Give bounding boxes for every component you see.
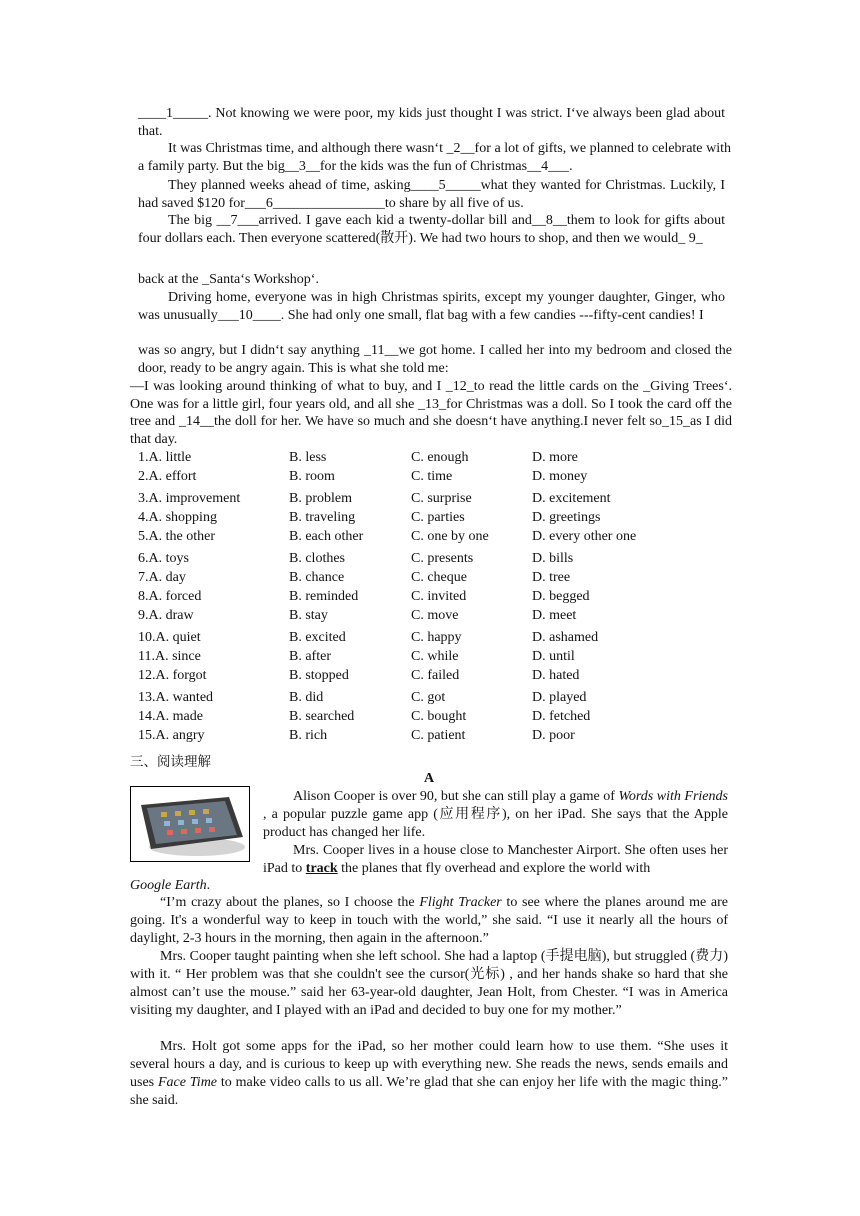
option-a: 2.A. effort (138, 468, 197, 484)
option-row (138, 708, 738, 727)
option-d: D. ashamed (532, 629, 599, 645)
app-name: Flight Tracker (419, 895, 502, 910)
option-b: B. after (289, 648, 331, 664)
option-b: B. clothes (289, 551, 345, 567)
option-a: 5.A. the other (138, 528, 215, 544)
option-row (138, 550, 738, 569)
option-b: B. chance (289, 569, 345, 585)
option-c: C. cheque (411, 569, 467, 585)
passage-paragraph-2: Mrs. Cooper lives in a house close to Manchester Airport. She often uses her iPad to track the planes that fly overhead and explore the world with (263, 843, 728, 876)
option-row (138, 588, 738, 607)
option-c: C. one by one (411, 528, 489, 544)
option-c: C. invited (411, 588, 467, 604)
section-heading: 三、阅读理解 (130, 754, 211, 770)
option-d: D. excitement (532, 491, 611, 507)
cloze-paragraph-4: The big __7___arrived. I gave each kid a twenty-dollar bill and__8__them to look for gifts about four dollars each. Then everyone scattered(散开). We had two hours to shop, and then we would_ 9_ (138, 213, 725, 246)
option-b: B. room (289, 468, 335, 484)
cloze-paragraph-1: ____1_____. Not knowing we were poor, my kids just thought I was strict. I‘ve always been glad about that. (138, 106, 725, 139)
option-c: C. time (411, 468, 453, 484)
option-row (138, 509, 738, 528)
option-row (138, 689, 738, 708)
cloze-paragraph-6: ―I was looking around thinking of what to buy, and I _12_to read the little cards on the _Giving Trees‘. One was for a little girl, four years old, and all she _13_for Christmas was a doll. So I took the card off the tree and _14__the doll for her. We have so much and she doesn‘t have anything.I never felt so_15_as I did that day. (130, 379, 732, 447)
option-row (138, 667, 738, 686)
passage-paragraph-1: Alison Cooper is over 90, but she can still play a game of Words with Friends , a popular puzzle game app (应用程序), on her iPad. She says that the Apple product has changed her life. (263, 789, 728, 840)
option-row (138, 449, 738, 468)
option-d: D. greetings (532, 509, 601, 525)
option-b: B. reminded (289, 588, 359, 604)
option-d: D. meet (532, 607, 577, 623)
option-d: D. fetched (532, 708, 591, 724)
cloze-paragraph-5-end: was so angry, but I didn‘t say anything _11__we got home. I called her into my bedroom and closed the door, ready to be angry again. This is what she told me: (138, 343, 732, 376)
option-row (138, 629, 738, 648)
option-c: C. bought (411, 708, 467, 724)
option-row (138, 490, 738, 509)
cloze-paragraph-5: Driving home, everyone was in high Christmas spirits, except my younger daughter, Ginger, who was unusually___10____. She had only one small, flat bag with a few candies ---fifty-cent candies! I (138, 290, 725, 323)
option-d: D. played (532, 689, 587, 705)
option-row (138, 468, 738, 487)
option-c: C. parties (411, 509, 465, 525)
passage-paragraph-5: Mrs. Holt got some apps for the iPad, so her mother could learn how to use them. “She uses it several hours a day, and is curious to keep up with everything new. She reads the news, sends emails and uses Face Time to make video calls to us all. We’re glad that she can enjoy her life with the magic thing.” she said. (130, 1039, 728, 1108)
option-a: 7.A. day (138, 569, 186, 585)
passage-label: A (424, 771, 435, 786)
option-c: C. enough (411, 450, 469, 465)
option-row (138, 528, 738, 547)
cloze-paragraph-4-end: back at the _Santa‘s Workshop‘. (138, 272, 319, 287)
option-d: D. every other one (532, 528, 637, 544)
options-list (138, 449, 738, 745)
option-b: B. stay (289, 607, 328, 623)
option-d: D. until (532, 648, 575, 664)
option-d: D. money (532, 468, 588, 484)
option-a: 10.A. quiet (138, 629, 201, 645)
option-c: C. happy (411, 629, 462, 645)
passage-paragraph-4: Mrs. Cooper taught painting when she left school. She had a laptop (手提电脑), but struggled (费力) with it. “ Her problem was that she couldn't see the cursor(光标) , and her hands shake so hard that she almost can’t use the mouse.” said her 63-year-old daughter, Jean Holt, from Chester. “I was in America visiting my daughter, and I played with an iPad and decided to buy one for my mother.” (130, 949, 728, 1018)
option-c: C. move (411, 607, 459, 623)
option-b: B. problem (289, 491, 352, 507)
option-c: C. patient (411, 727, 466, 743)
option-d: D. tree (532, 569, 571, 585)
ipad-icon (131, 787, 249, 861)
option-d: D. begged (532, 588, 590, 604)
option-c: C. presents (411, 551, 474, 567)
app-name: Words with Friends (618, 789, 728, 804)
option-a: 12.A. forgot (138, 667, 207, 683)
option-row (138, 648, 738, 667)
option-a: 9.A. draw (138, 607, 194, 623)
option-a: 11.A. since (138, 648, 201, 664)
option-row (138, 569, 738, 588)
option-b: B. each other (289, 528, 364, 544)
option-d: D. bills (532, 551, 574, 567)
cloze-paragraph-3: They planned weeks ahead of time, asking____5_____what they wanted for Christmas. Luckily, I had saved $120 for___6________________to share by all five of us. (138, 178, 725, 211)
option-d: D. more (532, 450, 578, 465)
option-b: B. searched (289, 708, 355, 724)
option-b: B. did (289, 689, 324, 705)
option-b: B. rich (289, 727, 328, 743)
option-b: B. stopped (289, 667, 349, 683)
option-a: 8.A. forced (138, 588, 202, 604)
passage-paragraph-3: “I’m crazy about the planes, so I choose the Flight Tracker to see where the planes around me are going. It's a wonderful way to keep in touch with the world,” she said. “I use it nearly all the hours of daylight, 2-3 hours in the morning, then again in the afternoon.” (130, 895, 729, 946)
option-row (138, 727, 738, 746)
app-name: Face Time (157, 1074, 218, 1090)
option-a: 6.A. toys (138, 551, 189, 567)
option-a: 3.A. improvement (138, 491, 241, 507)
option-a: 4.A. shopping (138, 509, 217, 525)
option-b: B. excited (289, 629, 346, 645)
option-a: 13.A. wanted (138, 689, 214, 705)
app-name: Google Earth (130, 878, 207, 893)
cloze-paragraph-2: It was Christmas time, and although there wasn‘t _2__for a lot of gifts, we planned to celebrate with a family party. But the big__3__for the kids was the fun of Christmas__4___. (138, 141, 731, 174)
passage-paragraph-2-end: Google Earth. (130, 878, 211, 893)
option-b: B. traveling (289, 509, 356, 525)
option-a: 1.A. little (138, 450, 192, 465)
option-c: C. failed (411, 667, 460, 683)
option-c: C. surprise (411, 491, 472, 507)
option-c: C. while (411, 648, 459, 664)
option-b: B. less (289, 450, 327, 465)
ipad-image (130, 786, 250, 862)
option-c: C. got (411, 689, 446, 705)
option-row (138, 607, 738, 626)
keyword-track: track (305, 860, 338, 876)
option-d: D. poor (532, 727, 575, 743)
option-a: 15.A. angry (138, 727, 205, 743)
option-d: D. hated (532, 667, 580, 683)
option-a: 14.A. made (138, 708, 203, 724)
